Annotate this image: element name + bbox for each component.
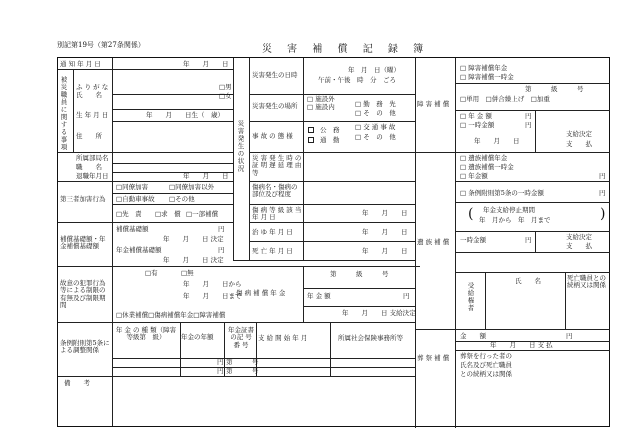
tp-option-2[interactable]: □同僚加害以外 [169,183,215,191]
position-label: 職 名 [76,163,102,171]
fun-amount-label: 金 額 [460,332,486,340]
wage-pension-decided: 年 月 日 決定 [163,256,224,264]
fun-performer-2: 氏名及び死亡職員 [460,361,512,369]
sur-unit-2: 円 [599,189,606,197]
recipients-label: 受給権者 [466,282,475,312]
bracket-right-icon: ) [600,206,606,222]
place-in[interactable]: □ 施設内 [307,103,335,111]
tp-option-3[interactable]: □自動車事故 [116,195,155,203]
form-number: 別記第19号（第27条関係） [57,41,145,49]
crime-from: 年 月 日から [183,280,242,288]
dept-label: 所属部局名 [76,154,109,162]
tp-option-7[interactable]: □一部補償 [186,210,219,218]
dis-lump-option[interactable]: □ 障害補償一時金 [460,73,514,81]
form-title: 災 害 補 償 記 録 簿 [262,44,430,55]
wage-pension-unit: 円 [218,246,225,254]
rec-relation-label: 死亡職員との続柄又は関係 [567,274,606,290]
fun-unit: 円 [566,332,573,340]
dis-lump-amount[interactable]: □ 一時金額 [460,121,495,129]
sick-pension-grade: 第 級 号 [330,270,389,278]
place-other[interactable]: □ そ の 他 [355,109,396,117]
sur-lump-option[interactable]: □ 遺族補償一時金 [460,163,514,171]
sur-advance-range: 年 月から 年 月まで [479,216,551,224]
tp-option-6[interactable]: □求 償 [155,210,181,218]
cured-value: 年 月 日 [362,228,408,236]
fun-performer-3: との続柄又は関係 [460,370,512,378]
sick-pension-unit: 円 [403,292,410,300]
disability-label: 障 害 補 償 [417,100,450,108]
crime-no[interactable]: □無 [181,269,194,277]
sur-unit-1: 円 [599,172,606,180]
remarks-label: 備 考 [64,379,90,387]
crime-yes[interactable]: □有 [145,269,158,277]
adj-num-1: 第 号 [226,358,259,366]
birth-label: 生 年 月 日 [76,111,109,119]
adj-unit-2: 円 [217,367,224,375]
checkbox-icon [308,127,314,133]
dis-decided-label: 支給決定 [566,130,592,138]
adjust-label: 条例附則第5条による調整関係 [60,339,110,355]
sur-lump-amount: 一時金額 [460,236,486,244]
notify-date-label: 通 知 年 月 日 [60,60,101,68]
furigana-label: ふ り が な [76,83,109,91]
sur-decided-label: 支給決定 [566,233,592,241]
social-insurance-label: 所属社会保険事務所等 [338,334,403,342]
cert-label: 傷 病 等 級 該 当 年 月 日 [252,206,302,222]
fun-performer-1: 葬祭を行った者の [460,352,512,360]
sur-pension-amount[interactable]: □ 年金額 [460,172,488,180]
pay-start-label: 支 給 開 始 年 月 [258,334,308,342]
sick-pension-decided: 年 月 日 支給決定 [342,309,416,317]
survivor-label: 遺 族 補 償 [417,238,450,246]
bracket-left-icon: ( [468,206,474,222]
rec-name-label: 氏 名 [515,277,541,285]
checkbox-icon [308,137,314,143]
name-label: 氏 名 [76,91,102,99]
place-work[interactable]: □ 勤 務 先 [355,100,396,108]
female-checkbox[interactable]: □女 [219,92,232,100]
sick-pension-label: 傷 病 補 償 年 金 [236,289,286,297]
dis-unit-1: 円 [525,112,532,120]
sur-paid-label: 支 払 [566,242,592,250]
injury-label: 傷病名・傷病の 部位及び程度 [252,183,298,199]
birth-value: 年 月 日生（ 歳） [146,111,224,119]
notify-date-value: 年 月 日 [183,60,229,68]
funeral-label: 葬 祭 補 償 [417,354,450,362]
dis-paid-label: 支 払 [566,140,592,148]
sur-art5-amount[interactable]: □ 条例附則第5条の一時金額 [460,189,544,197]
death-label: 死 亡 年 月 日 [252,247,293,255]
wage-basic-decided: 年 月 日 決定 [163,235,224,243]
situation-label: 災害発生の状況 [236,120,245,173]
tp-option-4[interactable]: □その他 [169,195,195,203]
dis-type-options[interactable]: □単用 □併合繰上げ □加重 [460,95,550,103]
kind-commute-box[interactable] [308,137,316,144]
datetime-label: 災害発生の日時 [252,71,298,79]
wage-basic-unit: 円 [218,225,225,233]
late-reason-label: 災 害 発 生 時 の 証 明 遅 延 理 由 等 [252,154,302,177]
crime-to: 年 月 日まで [183,292,242,300]
dis-decided-date: 年 月 日 [474,137,520,145]
datetime-value: 年 月 日（曜） [348,66,400,74]
kind-traffic[interactable]: □ 交 通 事 故 [355,123,396,131]
sick-pension-amount-label: 年 金 額 [307,292,331,300]
crime-label: 故意の犯罪行為等による制限の有無及び制限期間 [60,279,106,310]
crime-types[interactable]: □休業補償□傷病補償年金□障害補償 [116,311,226,319]
retire-label: 退職年月日 [76,172,109,180]
adj-num-2: 第 号 [226,367,259,375]
third-party-label: 第三者加害行為 [60,195,106,203]
wage-pension-label: 年金補償基礎額 [116,246,162,254]
adj-header-kind: 年 金 の 種 類（障害等級第 級） [115,326,177,342]
datetime-sub: 午前・午後 時 分 ごろ [318,76,396,84]
place-out[interactable]: □ 施設外 [307,95,335,103]
sur-unit-3: 円 [525,236,532,244]
kind-public-box[interactable] [308,127,316,134]
sur-advance: 年金支給停止期間 [483,206,535,214]
tp-option-1[interactable]: □同僚加害 [116,183,149,191]
dis-grade: 第 級 号 [525,85,584,93]
address-label: 住 所 [76,132,102,140]
male-checkbox[interactable]: □男 [219,83,232,91]
cert-value: 年 月 日 [362,209,408,217]
kind-label: 事 故 の 態 様 [252,132,293,140]
adj-header-amount: 年金の年額 [181,333,214,341]
kind-commute: 通 勤 [320,136,340,144]
retire-value: 年 月 日 [183,172,229,180]
wage-label: 補償基礎額・年金補償基礎額 [60,235,106,251]
adj-header-cert: 年金証書の記 号 番 号 [228,326,254,349]
adj-unit-1: 円 [217,358,224,366]
dis-pension-option[interactable]: □ 障害補償年金 [460,64,508,72]
fun-decided: 年 月 日 支 払 [490,341,553,349]
victim-section-label: 被災職員に関する事項 [59,76,68,151]
dis-pension-amount[interactable]: □ 年 金 額 [460,112,492,120]
kind-other[interactable]: □ そ の 他 [355,133,396,141]
death-value: 年 月 日 [362,247,408,255]
cured-label: 治 ゆ 年 月 日 [252,228,293,236]
wage-basic-label: 補償基礎額 [116,225,149,233]
kind-public: 公 務 [320,126,340,134]
sur-pension-option[interactable]: □ 遺族補償年金 [460,154,508,162]
dis-unit-2: 円 [525,121,532,129]
tp-option-5[interactable]: □先 責 [116,210,142,218]
place-label: 災害発生の場所 [252,102,298,110]
